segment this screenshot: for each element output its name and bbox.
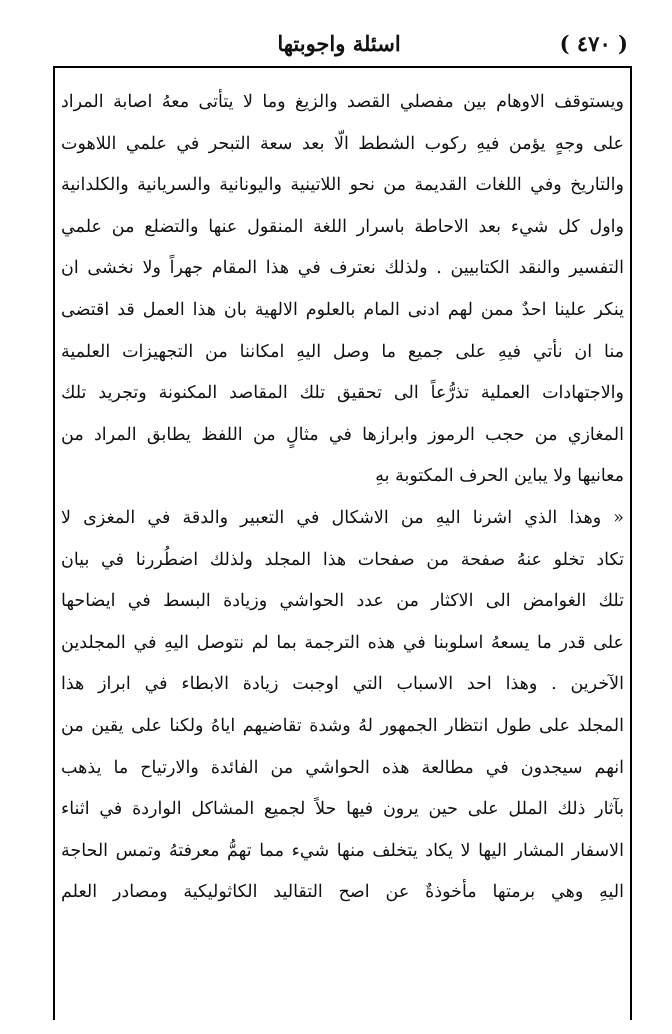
text-line: على وجهٍ يؤمن فيهِ ركوب الشطط الّا بعد سعة التبحر في علمي اللاهوت xyxy=(61,133,624,154)
text-line: الاسفار المشار اليها لا يكاد يتخلف منها شيء مما تهمُّ معرفتهُ وتمس الحاجة xyxy=(61,840,624,861)
text-line: التفسير والنقد الكتابيين . ولذلك نعترف في هذا المقام جهراً ولا نخشى ان xyxy=(61,258,624,279)
text-line: المغازي من حجب الرموز وابرازها في مثالٍ من اللفظ يطابق المراد من xyxy=(61,424,624,445)
text-line: تلك الغوامض الى الاكثار من عدد الحواشي وزيادة البسط في ايضاحها xyxy=(61,591,624,612)
text-line: ينكر علينا احدٌ ممن لهم ادنى المام بالعلوم الالهية بان هذا العمل قد اقتضى xyxy=(61,299,624,320)
text-line: الآخرين . وهذا احد الاسباب التي اوجبت زيادة الابطاء في ابراز هذا xyxy=(61,674,624,695)
body-text xyxy=(61,82,624,914)
text-frame xyxy=(53,66,632,1020)
text-line: انهم سيجدون في مطالعة هذه الحواشي من الفائدة والارتياح ما يذهب xyxy=(61,757,624,778)
text-line: المجلد على طول انتظار الجمهور لهُ وشدة تقاضيهم اياهُ ولكنا على يقين من xyxy=(61,715,624,736)
text-line: ويستوقف الاوهام بين مفصلي القصد والزيغ وما لا يتأتى معهُ اصابة المراد xyxy=(61,92,624,112)
text-line: بآثار ذلك الملل على حين يرون فيها حلاً لجميع المشاكل الواردة في اثناء xyxy=(61,799,624,820)
running-header xyxy=(50,28,628,60)
text-line: تكاد تخلو عنهُ صفحة من صفحات هذا المجلد ولذلك اضطُررنا في بيان xyxy=(61,549,624,570)
page-number: ( ٤٧٠ ) xyxy=(559,31,628,56)
running-title: اسئلة واجوبتها xyxy=(277,31,401,56)
text-line: على قدر ما يسعهُ اسلوبنا في هذه الترجمة بما لم نتوصل اليهِ في المجلدين xyxy=(61,632,624,653)
text-line: « وهذا الذي اشرنا اليهِ من الاشكال في التعبير والدقة في المغزى لا xyxy=(61,507,624,528)
text-line: واول كل شيء بعد الاحاطة باسرار اللغة المنقول عنها والتضلع من علمي xyxy=(61,216,624,237)
text-line: والاجتهادات العملية تذرُّعاً الى تحقيق تلك المقاصد المكنونة وتجريد تلك xyxy=(61,383,624,404)
text-line: والتاريخ وفي اللغات القديمة من نحو اللاتينية واليونانية والسريانية والكلدانية xyxy=(61,175,624,196)
text-line: اليهِ وهي برمتها مأخوذةٌ عن اصح التقاليد الكاثوليكية ومصادر العلم xyxy=(61,882,624,903)
text-line: منا ان نأتي فيهِ على جميع ما وصل اليهِ امكاننا من التجهيزات العلمية xyxy=(61,341,624,362)
text-line: معانيها ولا يباين الحرف المكتوبة بهِ xyxy=(375,466,624,487)
